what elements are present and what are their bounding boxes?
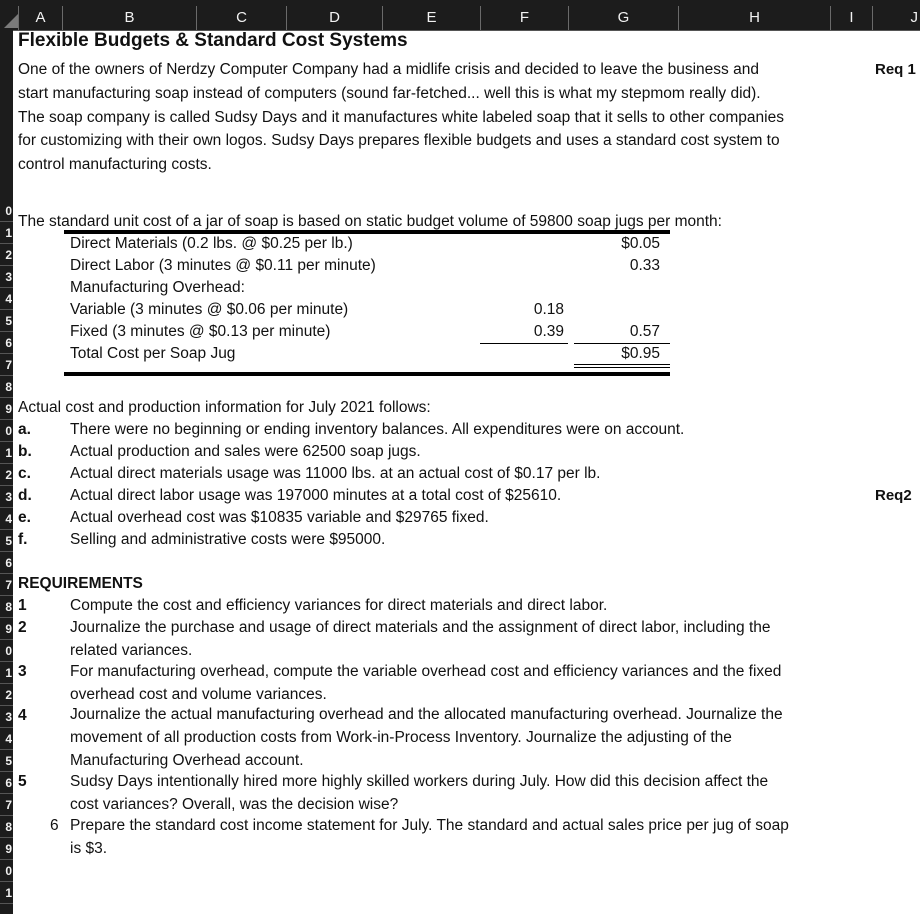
row-header-number[interactable]: 6 bbox=[0, 552, 13, 574]
row-header-number[interactable]: 7 bbox=[0, 794, 13, 816]
requirement-text: Journalize the actual manufacturing overhead and the allocated manufacturing overhead. Journalize the bbox=[70, 706, 783, 723]
row-header-number[interactable]: 1 bbox=[0, 222, 13, 244]
requirement-number: 4 bbox=[18, 707, 27, 724]
actual-item-text: Actual production and sales were 62500 soap jugs. bbox=[70, 443, 421, 460]
row-header-number[interactable]: 0 bbox=[0, 860, 13, 882]
bottom-thick-border bbox=[64, 372, 670, 376]
f-subtotal-underline bbox=[480, 343, 568, 344]
row-header-strip bbox=[0, 30, 13, 914]
req1-label: Req 1 bbox=[875, 61, 916, 78]
row-header-number[interactable]: 6 bbox=[0, 332, 13, 354]
std-total-value: $0.95 bbox=[621, 345, 660, 362]
std-row-label: Manufacturing Overhead: bbox=[70, 279, 245, 296]
std-row-label: Direct Labor (3 minutes @ $0.11 per minute) bbox=[70, 257, 376, 274]
row-header-number[interactable]: 0 bbox=[0, 200, 13, 222]
row-header-number[interactable]: 3 bbox=[0, 486, 13, 508]
row-header-number[interactable]: 5 bbox=[0, 310, 13, 332]
intro-line-2: start manufacturing soap instead of computers (sound far-fetched... well this is what my stepmom really did). bbox=[18, 85, 761, 102]
requirement-text: Sudsy Days intentionally hired more highly skilled workers during July. How did this decision affect the bbox=[70, 773, 769, 790]
row-header-number[interactable]: 4 bbox=[0, 508, 13, 530]
row-header-number[interactable]: 7 bbox=[0, 354, 13, 376]
row-header-number[interactable]: 2 bbox=[0, 684, 13, 706]
actual-item-text: Selling and administrative costs were $95000. bbox=[70, 531, 386, 548]
row-header-number[interactable]: 5 bbox=[0, 750, 13, 772]
intro-line-5: control manufacturing costs. bbox=[18, 156, 212, 173]
column-header-bar bbox=[0, 0, 920, 31]
requirement-number: 1 bbox=[18, 597, 27, 614]
row-header-number[interactable]: 7 bbox=[0, 574, 13, 596]
column-header-a[interactable]: A bbox=[18, 6, 62, 30]
requirement-text: related variances. bbox=[70, 642, 193, 659]
select-all-corner[interactable] bbox=[4, 14, 18, 28]
row-header-number[interactable]: 1 bbox=[0, 442, 13, 464]
requirement-number: 2 bbox=[18, 619, 27, 636]
requirements-heading: REQUIREMENTS bbox=[18, 575, 143, 592]
row-header-number[interactable]: 9 bbox=[0, 838, 13, 860]
requirement-number: 3 bbox=[18, 663, 27, 680]
actual-item-text: Actual direct materials usage was 11000 lbs. at an actual cost of $0.17 per lb. bbox=[70, 465, 601, 482]
requirement-text: Prepare the standard cost income statement for July. The standard and actual sales price per jug of soap bbox=[70, 817, 789, 834]
actual-item-letter: a. bbox=[18, 421, 31, 438]
column-header-e[interactable]: E bbox=[382, 6, 480, 30]
column-header-f[interactable]: F bbox=[480, 6, 568, 30]
requirement-text: Manufacturing Overhead account. bbox=[70, 752, 304, 769]
actual-heading: Actual cost and production information for July 2021 follows: bbox=[18, 399, 431, 416]
requirement-text: Compute the cost and efficiency variances for direct materials and direct labor. bbox=[70, 597, 608, 614]
row-header-number[interactable]: 2 bbox=[0, 244, 13, 266]
requirement-text: Journalize the purchase and usage of direct materials and the assignment of direct labor, including the bbox=[70, 619, 771, 636]
row-header-number[interactable]: 8 bbox=[0, 596, 13, 618]
row-header-number[interactable]: 1 bbox=[0, 882, 13, 904]
actual-item-text: Actual overhead cost was $10835 variable and $29765 fixed. bbox=[70, 509, 489, 526]
actual-item-letter: b. bbox=[18, 443, 32, 460]
column-header-d[interactable]: D bbox=[286, 6, 382, 30]
std-total-label: Total Cost per Soap Jug bbox=[70, 345, 236, 362]
actual-item-letter: d. bbox=[18, 487, 32, 504]
column-header-c[interactable]: C bbox=[196, 6, 286, 30]
std-row-f-value: 0.39 bbox=[533, 323, 564, 340]
actual-item-letter: c. bbox=[18, 465, 31, 482]
row-header-number[interactable]: 4 bbox=[0, 288, 13, 310]
total-double-underline-1 bbox=[574, 364, 670, 365]
row-header-number[interactable]: 2 bbox=[0, 464, 13, 486]
requirement-text: overhead cost and volume variances. bbox=[70, 686, 327, 703]
row-header-number[interactable]: 9 bbox=[0, 398, 13, 420]
actual-item-text: There were no beginning or ending inventory balances. All expenditures were on account. bbox=[70, 421, 685, 438]
req2-label: Req2 bbox=[875, 487, 912, 504]
requirement-text: For manufacturing overhead, compute the variable overhead cost and efficiency variances and the fixed bbox=[70, 663, 782, 680]
requirement-text: cost variances? Overall, was the decision wise? bbox=[70, 796, 399, 813]
intro-line-4: for customizing with their own logos. Sudsy Days prepares flexible budgets and uses a standard cost system to bbox=[18, 132, 780, 149]
actual-item-text: Actual direct labor usage was 197000 minutes at a total cost of $25610. bbox=[70, 487, 562, 504]
row-header-number[interactable]: 4 bbox=[0, 728, 13, 750]
column-header-j[interactable]: J bbox=[872, 6, 920, 30]
std-row-g-value: 0.57 bbox=[629, 323, 660, 340]
std-row-g-value: 0.33 bbox=[629, 257, 660, 274]
std-row-label: Fixed (3 minutes @ $0.13 per minute) bbox=[70, 323, 331, 340]
sheet-title: Flexible Budgets & Standard Cost Systems bbox=[18, 30, 408, 51]
row-header-number[interactable]: 8 bbox=[0, 376, 13, 398]
row-header-number[interactable]: 8 bbox=[0, 816, 13, 838]
intro-line-1: One of the owners of Nerdzy Computer Company had a midlife crisis and decided to leave the business and bbox=[18, 61, 759, 78]
requirement-text: movement of all production costs from Work-in-Process Inventory. Journalize the adjusting of the bbox=[70, 729, 732, 746]
std-row-label: Variable (3 minutes @ $0.06 per minute) bbox=[70, 301, 349, 318]
column-header-h[interactable]: H bbox=[678, 6, 830, 30]
requirement-number: 5 bbox=[18, 773, 27, 790]
row-header-number[interactable]: 0 bbox=[0, 420, 13, 442]
column-header-b[interactable]: B bbox=[62, 6, 196, 30]
std-row-f-value: 0.18 bbox=[533, 301, 564, 318]
std-row-g-value: $0.05 bbox=[621, 235, 660, 252]
row-header-number[interactable]: 9 bbox=[0, 618, 13, 640]
row-header-number[interactable]: 6 bbox=[0, 772, 13, 794]
row-header-number[interactable]: 5 bbox=[0, 530, 13, 552]
requirement-number: 6 bbox=[50, 817, 59, 834]
row-header-number[interactable]: 3 bbox=[0, 266, 13, 288]
total-double-underline-2 bbox=[574, 367, 670, 368]
requirement-text: is $3. bbox=[70, 840, 108, 857]
intro-line-3: The soap company is called Sudsy Days and it manufactures white labeled soap that it sells to other companies bbox=[18, 109, 784, 126]
std-row-label: Direct Materials (0.2 lbs. @ $0.25 per lb.) bbox=[70, 235, 353, 252]
column-header-i[interactable]: I bbox=[830, 6, 872, 30]
row-header-number[interactable]: 3 bbox=[0, 706, 13, 728]
row-header-number[interactable]: 1 bbox=[0, 662, 13, 684]
actual-item-letter: f. bbox=[18, 531, 28, 548]
column-header-g[interactable]: G bbox=[568, 6, 678, 30]
row-header-number[interactable]: 0 bbox=[0, 640, 13, 662]
standard-cost-heading: The standard unit cost of a jar of soap is based on static budget volume of 59800 soap jugs per month: bbox=[18, 213, 722, 230]
actual-item-letter: e. bbox=[18, 509, 31, 526]
